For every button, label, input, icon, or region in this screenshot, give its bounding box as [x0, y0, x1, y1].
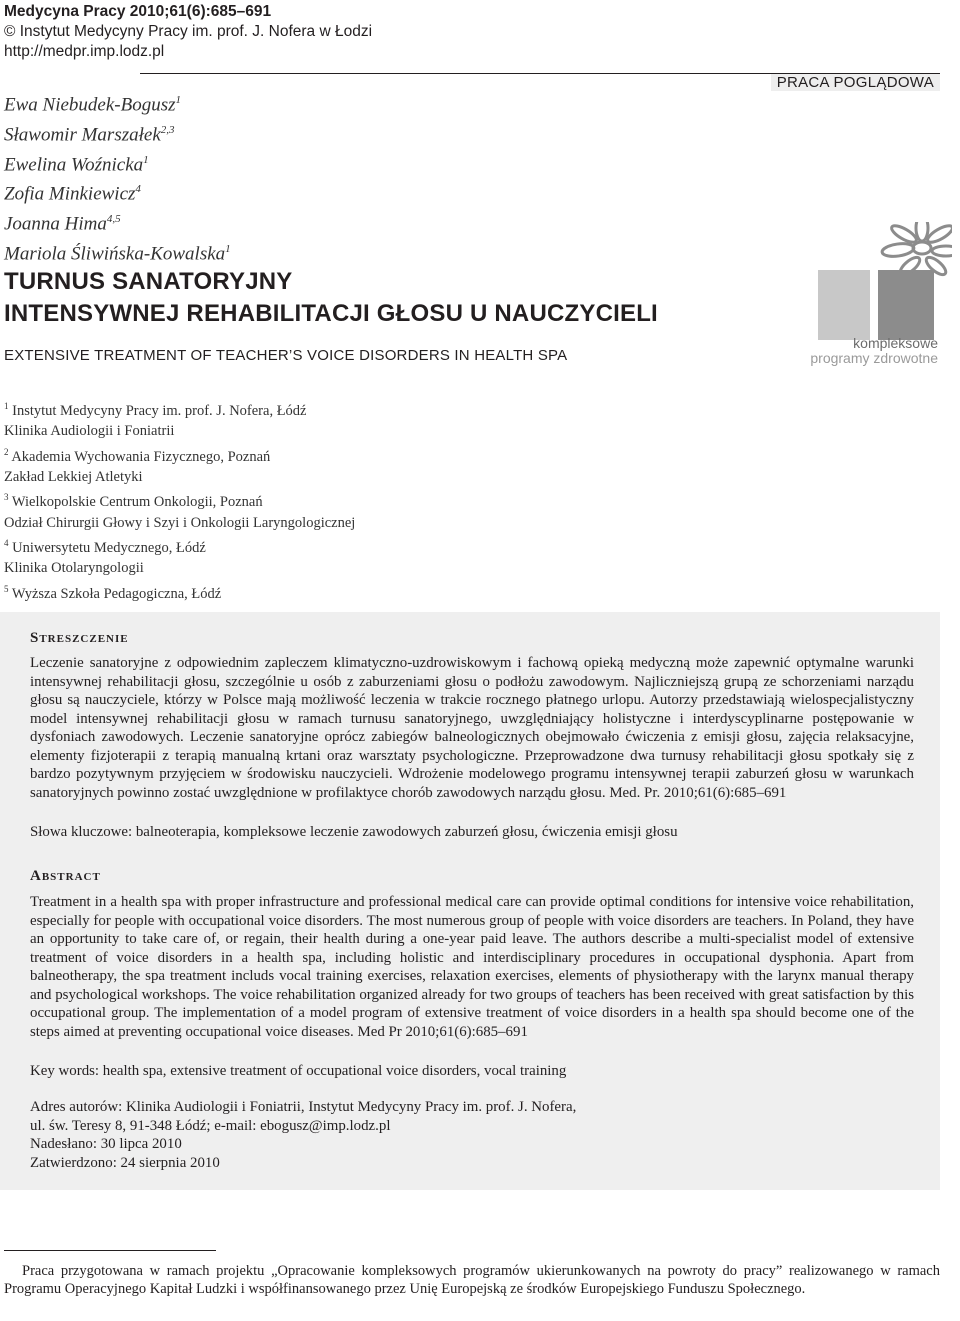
correspondence-address: Adres autorów: Klinika Audiologii i Foniatrii, Instytut Medycyny Pracy im. prof. J. Nofera,	[30, 1099, 577, 1115]
journal-header	[4, 2, 372, 62]
affiliation-line: Zakład Lekkiej Atletyki	[4, 468, 143, 485]
streszczenie-keywords: Słowa kluczowe: balneoterapia, kompleksowe leczenie zawodowych zaburzeń głosu, ćwiczenia emisji głosu	[30, 824, 678, 840]
author: Zofia Minkiewicz$^4$	[4, 183, 141, 205]
streszczenie-body: Leczenie sanatoryjne z odpowiednim zapleczem klimatyczno-uzdrowiskowym i fachową opieką medyczną może zapewnić optymalne warunki intensywnej rehabilitacji głosu, szczególnie u osób z zaburzeniami głosu o podłożu zawodowym. Najliczniejszą grupą ze schorzeniami narządu głosu są nauczyciele, którzy w Polsce mają możliwość leczenia w trakcie rocznego płatnego urlopu. Autorzy przedstawiają wielospecjalistyczny model intensywnej rehabilitacji głosu w ramach turnusu sanatoryjnego, uwzględniający holistyczne i interdyscyplinarne postępowanie w dysfoniach zawodowych. Leczenie sanatoryjne oprócz zabiegów balneologicznych obejmowało ćwiczenia z emisji głosu, zajęcia relaksacyjne, elementy fizjoterapii z terapią manualną krtani oraz warsztaty psychologiczne. Przeprowadzone dwa turnusy rehabilitacji głosu spotkały się z bardzo pozytywnym przyjęciem w środowisku nauczycieli. Wdrożenie modelowego programu intensywnej terapii zaburzeń głosu w warunkach sanatoryjnych powinno zostać uwzględnione w profilaktyce chorób zawodowych narządu głosu. Med. Pr. 2010;61(6):685–691	[30, 655, 914, 801]
affiliation-line: Klinika Otolaryngologii	[4, 560, 144, 577]
abstract-keywords: Key words: health spa, extensive treatment of occupational voice disorders, vocal training	[30, 1063, 567, 1079]
correspondence-email: ul. św. Teresy 8, 91-348 Łódź; e-mail: ebogusz@imp.lodz.pl	[30, 1117, 391, 1134]
title-line: TURNUS SANATORYJNY	[4, 268, 293, 295]
author-list	[4, 88, 231, 267]
article-type-label: PRACA POGLĄDOWA	[771, 74, 940, 91]
journal-copyright: © Instytut Medycyny Pracy im. prof. J. Nofera w Łodzi	[4, 23, 373, 40]
author: Sławomir Marszałek$^{2,3}$	[4, 123, 175, 146]
author: Ewelina Woźnicka$^1$	[4, 153, 149, 175]
affiliations	[4, 396, 355, 604]
author: Joanna Hima$^{4,5}$	[4, 213, 121, 235]
affiliation-line: $^4$ Uniwersytetu Medycznego, Łódź	[4, 537, 206, 556]
streszczenie-heading: Streszczenie	[30, 630, 129, 646]
affiliation-line: Klinika Audiologii i Foniatrii	[4, 423, 175, 440]
journal-citation: Medycyna Pracy 2010;61(6):685–691	[4, 3, 272, 20]
title-line: INTENSYWNEJ REHABILITACJI GŁOSU U NAUCZYCIELI	[4, 300, 658, 327]
affiliation-line: $^1$ Instytut Medycyny Pracy im. prof. J. Nofera, Łódź	[4, 401, 307, 419]
abstract-box	[0, 612, 940, 1190]
footnote-rule	[4, 1250, 216, 1251]
accepted-date: Zatwierdzono: 24 sierpnia 2010	[30, 1154, 220, 1171]
english-title: EXTENSIVE TREATMENT OF TEACHER’S VOICE DISORDERS IN HEALTH SPA	[4, 347, 568, 364]
affiliation-line: Odział Chirurgii Głowy i Szyi i Onkologii Laryngologicznej	[4, 514, 356, 531]
author: Ewa Niebudek-Bogusz$^1$	[4, 94, 182, 116]
article-title	[4, 266, 658, 330]
abstract-heading: Abstract	[30, 868, 101, 884]
correspondence	[30, 1098, 914, 1172]
affiliation-line: $^5$ Wyższa Szkoła Pedagogiczna, Łódź	[4, 583, 222, 602]
author: Mariola Śliwińska-Kowalska$^1$	[4, 243, 231, 265]
affiliation-line: $^2$ Akademia Wychowania Fizycznego, Poznań	[4, 446, 271, 465]
journal-url[interactable]: http://medpr.imp.lodz.pl	[4, 43, 165, 60]
received-date: Nadesłano: 30 lipca 2010	[30, 1136, 182, 1152]
logo-caption: kompleksowe programy zdrowotne	[810, 335, 938, 366]
funding-footnote: Praca przygotowana w ramach projektu „Opracowanie kompleksowych programów ukierunkowanych na powroty do pracy” realizowanego w ramach Programu Operacyjnego Kapitał Ludzki i współfinansowanego przez Unię Europejską ze środków Europejskiego Funduszu Społecznego.	[4, 1263, 940, 1297]
abstract-body: Treatment in a health spa with proper infrastructure and professional medical care can provide optimal conditions for intensive voice rehabilitation, especially for people with occupational voice disorders. The most numerous group of people with voice disorders are teachers. In Poland, they have an opportunity to take care of, or regain, their health during a one-year paid leave. The authors describe a multi-specialist model of extensive treatment of voice disorders in a health spa, including holistic and interdisciplinary procedures in occupational dysphonia. Apart from balneotherapy, the spa treatment includs vocal training exercises, relaxation exercises, elements of physiotherapy with the larynx manual therapy and psychological workshops. The voice rehabilitation organized already for two groups of teachers has been received with great satisfaction by this occupational group. The implementation of a model program of extensive treatment of voice disorders in a health spa should become one of the steps aimed at preventing occupational voice diseases. Med Pr 2010;61(6):685–691	[30, 894, 914, 1040]
affiliation-line: $^3$ Wielkopolskie Centrum Onkologii, Poznań	[4, 492, 263, 511]
